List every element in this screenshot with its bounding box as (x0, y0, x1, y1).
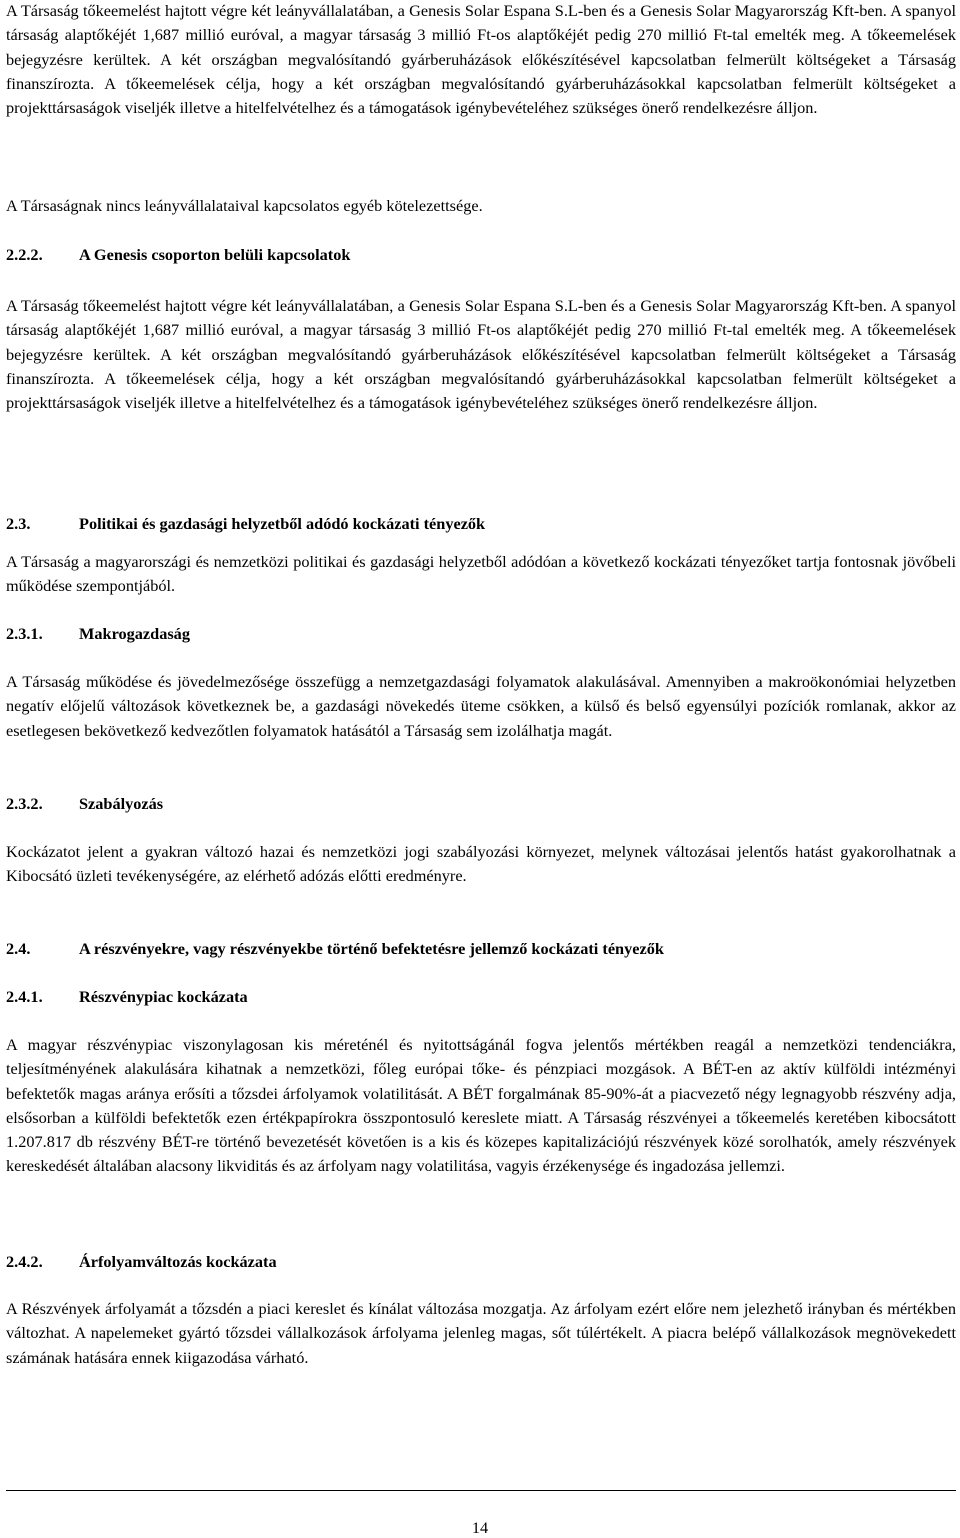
heading-number: 2.3.1. (6, 624, 43, 643)
heading-title: Árfolyamváltozás kockázata (79, 1252, 277, 1271)
paragraph-no-obligations: A Társaságnak nincs leányvállalataival kapcsolatos egyéb kötelezettsége. (6, 196, 483, 215)
heading-title: A Genesis csoporton belüli kapcsolatok (79, 245, 351, 264)
heading-2-2-2 (6, 243, 956, 267)
heading-2-3-1 (6, 622, 956, 646)
page-number: 14 (471, 1518, 489, 1537)
heading-2-4-2 (6, 1250, 956, 1274)
paragraph-price-change-risk: A Részvények árfolyamát a tőzsdén a piaci kereslet és kínálat változása mozgatja. Az árfolyam ezért előre nem jelezhető irányban és mértékben változhat. A napelemeket gyártó tőzsdei vállalkozások árfolyama jelenleg magas, sőt túlértékelt. A piacra belépő vállalkozások megnövekedett számának hatására ennek kiigazodása várható. (6, 1299, 956, 1367)
heading-2-3 (6, 512, 956, 536)
footer-divider (6, 1490, 956, 1491)
heading-title: Politikai és gazdasági helyzetből adódó kockázati tényezők (79, 514, 486, 533)
heading-title: A részvényekre, vagy részvényekbe történő befektetésre jellemző kockázati tényezők (79, 939, 664, 958)
heading-number: 2.3. (6, 514, 31, 533)
paragraph-regulation: Kockázatot jelent a gyakran változó hazai és nemzetközi jogi szabályozási környezet, melynek változásai jelentős hatást gyakorolhatnak a Kibocsátó üzleti tevékenységére, az elérhető adózás előtti eredményre. (6, 842, 956, 886)
paragraph-stock-market-risk: A magyar részvénypiac viszonylagosan kis méreténél és nyitottságánál fogva jelentős mértékben reagál a nemzetközi tendenciákra, teljesítményének alakulására kihatnak a nemzetközi, főleg európai tőke- és pénzpiaci mozgások. A BÉT-en az aktív külföldi intézményi befektetők magas aránya erősíti a tőzsdei árfolyamok volatilitását. A BÉT forgalmának 85-90%-át a piacvezető négy legnagyobb részvény adja, elsősorban a külföldi befektetők ezen értékpapírokra összpontosuló kereslete miatt. A Társaság részvényei a tőkeemelés keretében kibocsátott 1.207.817 db részvény BÉT-re történő bevezetését követően is a kis és közepes kapitalizációjú részvények közé sorolhatók, amely részvények kereskedését általában alacsony likviditás és az árfolyam nagy volatilitása, vagyis érzékenysége és ingadozása jellemzi. (6, 1035, 956, 1176)
paragraph-risk-factors-intro: A Társaság a magyarországi és nemzetközi politikai és gazdasági helyzetből adódóan a következő kockázati tényezőket tartja fontosnak jövőbeli működése szempontjából. (6, 552, 956, 596)
paragraph-macroeconomy: A Társaság működése és jövedelmezősége összefügg a nemzetgazdasági folyamatok alakulásával. Amennyiben a makroökonómiai helyzetben negatív előjelű változások következnek be, a gazdasági növekedés üteme csökken, a külső és belső egyensúlyi pozíciók romlanak, akkor az esetlegesen bekövetkező kedvezőtlen folyamatok hatásától a Társaság sem izolálhatja magát. (6, 672, 956, 740)
heading-2-4 (6, 937, 956, 961)
heading-number: 2.3.2. (6, 794, 43, 813)
heading-number: 2.4. (6, 939, 31, 958)
paragraph-capital-increase: A Társaság tőkeemelést hajtott végre két leányvállalatában, a Genesis Solar Espana S.L-ben és a Genesis Solar Magyarország Kft-ben. A spanyol társaság alaptőkéjét 1,687 millió euróval, a magyar társaság 3 millió Ft-os alaptőkéjét pedig 270 millió Ft-tal emelték meg. A tőkeemelések bejegyzésre kerültek. A két országban megvalósítandó gyárberuházások előkészítésével kapcsolatban felmerült költségeket a Társaság finanszírozta. A tőkeemelések célja, hogy a két országban megvalósítandó gyárberuházásokkal kapcsolatban felmerült költségeket a projekttársaságok viseljék illetve a hitelfelvételhez és a támogatások igénybevételéhez szükséges önerő rendelkezésre álljon. (6, 1, 956, 118)
heading-title: Részvénypiac kockázata (79, 987, 248, 1006)
paragraph-group-relations: A Társaság tőkeemelést hajtott végre két leányvállalatában, a Genesis Solar Espana S.L-ben és a Genesis Solar Magyarország Kft-ben. A spanyol társaság alaptőkéjét 1,687 millió euróval, a magyar társaság 3 millió Ft-os alaptőkéjét pedig 270 millió Ft-tal emelték meg. A tőkeemelések bejegyzésre kerültek. A két országban megvalósítandó gyárberuházások előkészítésével kapcsolatban felmerült költségeket a Társaság finanszírozta. A tőkeemelések célja, hogy a két országban megvalósítandó gyárberuházásokkal kapcsolatban felmerült költségeket a projekttársaságok viseljék illetve a hitelfelvételhez és a támogatások igénybevételéhez szükséges önerő rendelkezésre álljon. (6, 296, 956, 413)
heading-title: Makrogazdaság (79, 624, 190, 643)
heading-2-4-1 (6, 985, 956, 1009)
heading-number: 2.2.2. (6, 245, 43, 264)
heading-number: 2.4.2. (6, 1252, 43, 1271)
heading-2-3-2 (6, 792, 956, 816)
heading-number: 2.4.1. (6, 987, 43, 1006)
heading-title: Szabályozás (79, 794, 164, 813)
